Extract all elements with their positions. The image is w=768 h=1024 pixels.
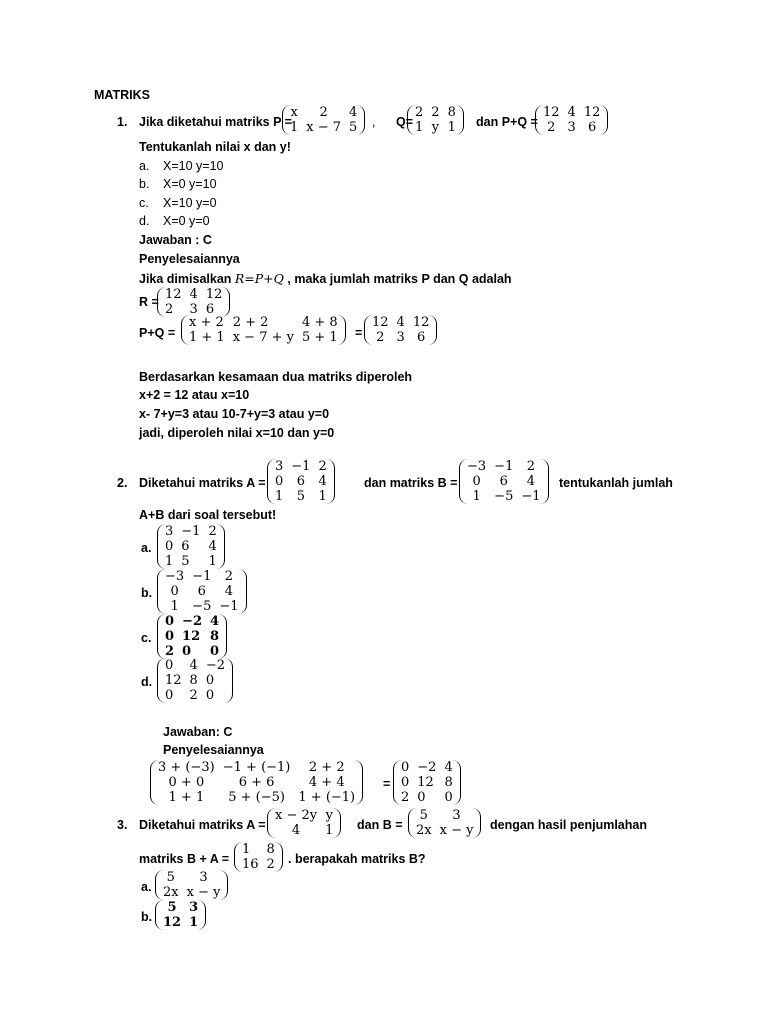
q3-matrix-b — [408, 808, 481, 838]
q3-dan: dan B = — [357, 818, 403, 832]
matrix-cell: 4 — [526, 474, 536, 489]
matrix-cell: 5 — [419, 808, 428, 823]
matrix-cell: −1 — [521, 489, 541, 504]
matrix-cell: 1 — [242, 842, 251, 857]
matrix-cell: 2x — [416, 823, 432, 838]
matrix-cell: 12 — [543, 105, 560, 120]
matrix-cell: x − 2y — [275, 808, 318, 823]
q1-option-text: X=0 y=0 — [163, 214, 210, 228]
q1-line: jadi, diperoleh nilai x=10 dan y=0 — [139, 426, 335, 440]
q1-question: Tentukanlah nilai x dan y! — [139, 140, 291, 154]
q1-option-letter: a. — [139, 159, 150, 173]
matrix-cell: 0 + 0 — [168, 775, 205, 790]
matrix-cell: 0 — [165, 629, 175, 644]
matrix-cell: −1 — [291, 459, 311, 474]
matrix-cell: 5 — [181, 554, 190, 569]
matrix-cell: 0 — [210, 644, 220, 659]
matrix-cell: 12 — [583, 105, 601, 120]
matrix-cell: 2 — [547, 120, 556, 135]
matrix-cell: 2 — [165, 644, 175, 659]
matrix-cell: 1 — [208, 554, 217, 569]
matrix-cell: 1 — [447, 120, 456, 135]
q3-option-letter: a. — [141, 880, 152, 894]
matrix-cell: 5 + (−5) — [228, 790, 285, 805]
q1-dan-label: dan P+Q = — [476, 115, 538, 129]
q1-option-text: X=10 y=10 — [163, 159, 224, 173]
matrix-cell: 3 — [452, 808, 461, 823]
q1-comma: , — [372, 115, 376, 129]
q1-sol-text-c: , maka jumlah matriks P dan Q adalah — [283, 272, 512, 286]
q1-pq-label: P+Q = — [139, 326, 176, 340]
q1-matrix-result — [364, 315, 437, 345]
matrix-cell: 8 — [447, 105, 456, 120]
matrix-cell: 8 — [266, 842, 275, 857]
matrix-cell: 6 — [416, 330, 426, 345]
matrix-cell: 2x — [163, 885, 179, 900]
matrix-cell: 5 — [296, 489, 305, 504]
matrix-cell: 3 — [199, 870, 208, 885]
matrix-cell: −1 — [494, 459, 514, 474]
matrix-cell: −1 — [219, 599, 239, 614]
matrix-cell: 1 — [189, 915, 199, 930]
matrix-cell: 0 — [182, 644, 192, 659]
q1-solution-title: Penyelesaiannya — [139, 252, 240, 266]
q1-q-label: Q= — [396, 115, 414, 129]
q3-matrix-a — [267, 808, 341, 838]
matrix-cell: 1 — [318, 489, 327, 504]
q1-sol-formula: R=P+Q — [234, 271, 284, 286]
matrix-cell: 16 — [242, 857, 259, 872]
matrix-cell: 2 — [319, 105, 328, 120]
matrix-cell: 3 — [189, 900, 199, 915]
q1-matrix-q — [407, 105, 464, 135]
matrix-cell: 12 — [165, 287, 182, 302]
matrix-cell: 5 + 1 — [301, 330, 338, 345]
q2-option-d-matrix — [157, 658, 233, 703]
matrix-cell: 5 — [349, 120, 358, 135]
q1-sol-text-a: Jika dimisalkan — [139, 272, 235, 286]
matrix-cell: 1 + 1 — [189, 330, 225, 345]
matrix-cell: 12 — [412, 315, 430, 330]
q1-answer: Jawaban : C — [139, 233, 212, 247]
matrix-cell: x — [290, 105, 298, 120]
matrix-cell: 1 — [325, 823, 334, 838]
matrix-cell: x + 2 — [189, 315, 224, 330]
matrix-cell: 2 + 2 — [308, 760, 345, 775]
matrix-cell: −1 + (−1) — [222, 760, 291, 775]
matrix-cell: x − y — [186, 885, 221, 900]
q2-matrix-b — [459, 459, 549, 504]
matrix-cell: 12 — [205, 287, 223, 302]
matrix-cell: 12 — [372, 315, 389, 330]
matrix-cell: 6 — [296, 474, 305, 489]
matrix-cell: 0 — [401, 775, 410, 790]
matrix-cell: x − 7 — [306, 120, 342, 135]
matrix-cell: 4 — [210, 614, 220, 629]
q1-intro: Jika diketahui matriks P = — [139, 115, 292, 129]
matrix-cell: 1 — [170, 599, 179, 614]
matrix-cell: 0 — [205, 688, 215, 703]
matrix-cell: 4 — [349, 105, 358, 120]
q1-matrix-pq — [535, 105, 608, 135]
q2-number: 2. — [117, 476, 128, 490]
q2-solution-title: Penyelesaiannya — [163, 743, 264, 757]
matrix-cell: 4 + 4 — [308, 775, 345, 790]
matrix-cell: 8 — [444, 775, 453, 790]
matrix-cell: 6 — [205, 302, 215, 317]
q3-line2b: . berapakah matriks B? — [288, 852, 426, 866]
matrix-cell: 12 — [182, 629, 201, 644]
matrix-cell: 0 — [401, 760, 410, 775]
matrix-cell: 8 — [189, 673, 198, 688]
matrix-cell: 4 — [318, 474, 327, 489]
q2-matrix-a — [267, 459, 335, 504]
matrix-cell: 1 — [165, 554, 174, 569]
q2-option-b-matrix — [157, 569, 247, 614]
matrix-cell: 0 — [472, 474, 481, 489]
q1-line: Berdasarkan kesamaan dua matriks diperoleh — [139, 370, 413, 384]
matrix-cell: 12 — [417, 775, 434, 790]
q3-tail: dengan hasil penjumlahan — [490, 818, 647, 832]
matrix-cell: 6 — [197, 584, 206, 599]
q2-equals: = — [383, 777, 391, 791]
matrix-cell: −3 — [165, 569, 185, 584]
q1-matrix-r — [157, 287, 230, 317]
matrix-cell: 0 — [444, 790, 453, 805]
matrix-cell: 2 — [208, 524, 217, 539]
q3-line2a: matriks B + A = — [139, 852, 230, 866]
matrix-cell: 3 — [165, 524, 174, 539]
matrix-cell: 6 — [181, 539, 190, 554]
matrix-cell: 1 + 1 — [168, 790, 205, 805]
matrix-cell: 3 — [275, 459, 284, 474]
q3-intro: Diketahui matriks A = — [139, 818, 266, 832]
matrix-cell: −2 — [417, 760, 437, 775]
matrix-cell: 0 — [165, 539, 174, 554]
matrix-cell: 4 — [567, 105, 576, 120]
matrix-cell: 2 — [526, 459, 536, 474]
matrix-cell: 0 — [165, 658, 174, 673]
matrix-cell: 4 — [444, 760, 453, 775]
q2-option-c-matrix — [157, 614, 227, 659]
matrix-cell: 12 — [165, 673, 182, 688]
matrix-cell: 4 — [396, 315, 405, 330]
matrix-cell: 0 — [165, 614, 175, 629]
q2-work-matrix — [150, 760, 363, 805]
matrix-cell: −1 — [192, 569, 212, 584]
matrix-cell: 2 — [165, 302, 174, 317]
matrix-cell: −2 — [182, 614, 202, 629]
q2-option-letter: c. — [141, 631, 152, 645]
matrix-cell: 1 — [415, 120, 424, 135]
matrix-cell: 2 — [318, 459, 327, 474]
q1-option-text: X=10 y=0 — [163, 196, 217, 210]
matrix-cell: 6 + 6 — [238, 775, 275, 790]
matrix-cell: 4 — [189, 658, 198, 673]
matrix-cell: 2 — [401, 790, 410, 805]
matrix-cell: 2 — [415, 105, 424, 120]
q2-answer: Jawaban: C — [163, 725, 233, 739]
matrix-cell: 1 — [290, 120, 299, 135]
matrix-cell: 2 + 2 — [232, 315, 269, 330]
matrix-cell: −3 — [467, 459, 487, 474]
matrix-cell: −2 — [205, 658, 225, 673]
q2-option-letter: a. — [141, 541, 152, 555]
q1-matrix-sum — [181, 315, 346, 345]
q1-option-letter: c. — [139, 196, 149, 210]
q1-option-text: X=0 y=10 — [163, 177, 217, 191]
q1-line: x+2 = 12 atau x=10 — [139, 388, 250, 402]
matrix-cell: 3 — [567, 120, 576, 135]
q1-r-label: R = — [139, 295, 159, 309]
matrix-cell: 0 — [417, 790, 426, 805]
matrix-cell: 4 — [208, 539, 217, 554]
q2-tail2: A+B dari soal tersebut! — [139, 508, 277, 522]
q3-sum-matrix — [234, 842, 283, 872]
matrix-cell: 0 — [205, 673, 215, 688]
matrix-cell: 3 + (−3) — [158, 760, 215, 775]
q2-option-letter: b. — [141, 586, 153, 600]
q3-number: 3. — [117, 818, 128, 832]
matrix-cell: y — [325, 808, 333, 823]
q2-option-a-matrix — [157, 524, 225, 569]
matrix-cell: y — [431, 120, 440, 135]
matrix-cell: 5 — [167, 900, 177, 915]
matrix-cell: 2 — [376, 330, 385, 345]
q1-option-letter: b. — [139, 177, 150, 191]
q2-tail: tentukanlah jumlah — [559, 476, 673, 490]
matrix-cell: 2 — [224, 569, 234, 584]
matrix-cell: 3 — [189, 302, 198, 317]
page-title: MATRIKS — [94, 88, 151, 102]
matrix-cell: 5 — [166, 870, 175, 885]
q1-option-letter: d. — [139, 214, 150, 228]
matrix-cell: 4 — [189, 287, 198, 302]
matrix-cell: −5 — [192, 599, 212, 614]
matrix-cell: 2 — [189, 688, 198, 703]
q1-matrix-p — [282, 105, 365, 135]
q3-option-a-matrix — [155, 870, 228, 900]
matrix-cell: 1 — [472, 489, 481, 504]
matrix-cell: 1 + (−1) — [298, 790, 356, 805]
matrix-cell: 4 — [291, 823, 301, 838]
matrix-cell: 2 — [431, 105, 440, 120]
matrix-cell: 6 — [587, 120, 597, 135]
q3-option-b-matrix — [155, 900, 206, 930]
q1-line: x- 7+y=3 atau 10-7+y=3 atau y=0 — [139, 407, 330, 421]
q2-intro: Diketahui matriks A = — [139, 476, 266, 490]
q2-option-letter: d. — [141, 675, 153, 689]
matrix-cell: x − y — [439, 823, 474, 838]
matrix-cell: 0 — [170, 584, 179, 599]
matrix-cell: 4 — [224, 584, 234, 599]
matrix-cell: 1 — [275, 489, 284, 504]
matrix-cell: −1 — [181, 524, 201, 539]
q1-equals: = — [355, 326, 363, 340]
matrix-cell: 6 — [499, 474, 508, 489]
matrix-cell: −5 — [494, 489, 514, 504]
q1-number: 1. — [117, 115, 128, 129]
matrix-cell: 4 + 8 — [301, 315, 338, 330]
matrix-cell: 12 — [163, 915, 182, 930]
q1-solution-line — [139, 271, 512, 287]
matrix-cell: x − 7 + y — [232, 330, 294, 345]
matrix-cell: 0 — [275, 474, 284, 489]
matrix-cell: 3 — [396, 330, 405, 345]
matrix-cell: 8 — [210, 629, 220, 644]
matrix-cell: 2 — [266, 857, 275, 872]
q2-result-matrix — [393, 760, 461, 805]
matrix-cell: 0 — [165, 688, 174, 703]
q3-option-letter: b. — [141, 910, 153, 924]
q2-b-label: dan matriks B = — [364, 476, 458, 490]
